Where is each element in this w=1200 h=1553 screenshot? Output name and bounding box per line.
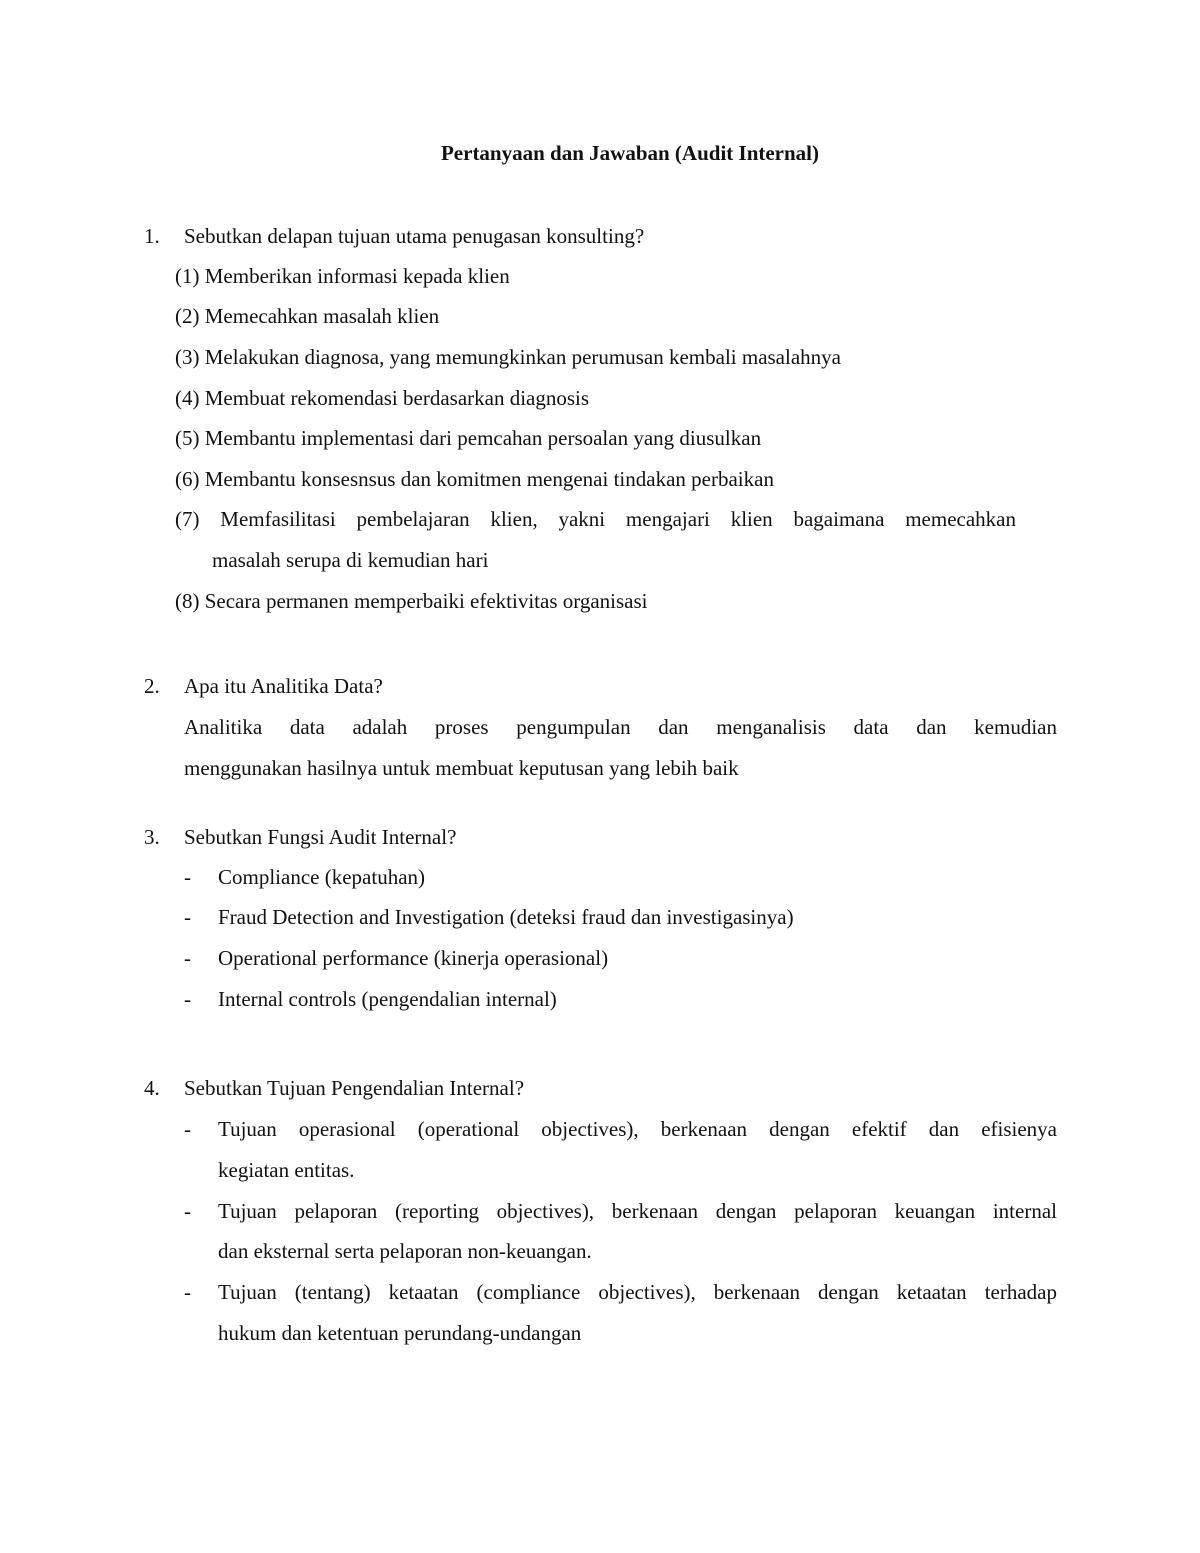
q4-item-3-line-2: hukum dan ketentuan perundang-undangan (218, 1321, 582, 1345)
q4-item-1-line-1: Tujuan operasional (operational objectives), berkenaan dengan efektif dan efisienya (218, 1117, 1057, 1141)
q1-item-3: (3) Melakukan diagnosa, yang memungkinkan perumusan kembali masalahnya (175, 345, 841, 369)
q3-bullet-1: - (184, 865, 191, 889)
q2-answer-line-1: Analitika data adalah proses pengumpulan dan menganalisis data dan kemudian (184, 715, 1057, 739)
q3-item-4: Internal controls (pengendalian internal) (218, 987, 557, 1011)
q1-item-7-continuation: masalah serupa di kemudian hari (212, 548, 489, 572)
q1-item-8: (8) Secara permanen memperbaiki efektivitas organisasi (175, 589, 648, 613)
q1-item-2: (2) Memecahkan masalah klien (175, 304, 440, 328)
q1-item-1: (1) Memberikan informasi kepada klien (175, 264, 510, 288)
question-3-text: Sebutkan Fungsi Audit Internal? (184, 825, 457, 849)
question-2-text: Apa itu Analitika Data? (184, 674, 383, 698)
q1-item-4: (4) Membuat rekomendasi berdasarkan diagnosis (175, 386, 590, 410)
q3-item-2: Fraud Detection and Investigation (deteksi fraud dan investigasinya) (218, 905, 794, 929)
q4-bullet-2: - (184, 1199, 191, 1223)
q3-bullet-2: - (184, 905, 191, 929)
q4-item-2-line-2: dan eksternal serta pelaporan non-keuangan. (218, 1239, 592, 1263)
q4-item-1-line-2: kegiatan entitas. (218, 1158, 355, 1182)
question-4-text: Sebutkan Tujuan Pengendalian Internal? (184, 1076, 525, 1100)
q1-item-5: (5) Membantu implementasi dari pemcahan persoalan yang diusulkan (175, 426, 762, 450)
q4-item-3-line-1: Tujuan (tentang) ketaatan (compliance objectives), berkenaan dengan ketaatan terhadap (218, 1280, 1057, 1304)
question-1-number: 1. (144, 224, 160, 248)
q1-item-6: (6) Membantu konsesnsus dan komitmen mengenai tindakan perbaikan (175, 467, 774, 491)
question-3-number: 3. (144, 825, 160, 849)
q3-item-3: Operational performance (kinerja operasional) (218, 946, 609, 970)
q2-answer-line-2: menggunakan hasilnya untuk membuat keputusan yang lebih baik (184, 756, 739, 780)
q4-bullet-1: - (184, 1117, 191, 1141)
document-title: Pertanyaan dan Jawaban (Audit Internal) (440, 141, 820, 165)
q3-item-1: Compliance (kepatuhan) (218, 865, 426, 889)
q3-bullet-3: - (184, 946, 191, 970)
q4-bullet-3: - (184, 1280, 191, 1304)
question-2-number: 2. (144, 674, 160, 698)
q4-item-2-line-1: Tujuan pelaporan (reporting objectives), berkenaan dengan pelaporan keuangan internal (218, 1199, 1057, 1223)
q3-bullet-4: - (184, 987, 191, 1011)
q1-item-7: (7) Memfasilitasi pembelajaran klien, yakni mengajari klien bagaimana memecahkan (175, 507, 1016, 531)
question-4-number: 4. (144, 1076, 160, 1100)
question-1-text: Sebutkan delapan tujuan utama penugasan konsulting? (184, 224, 645, 248)
